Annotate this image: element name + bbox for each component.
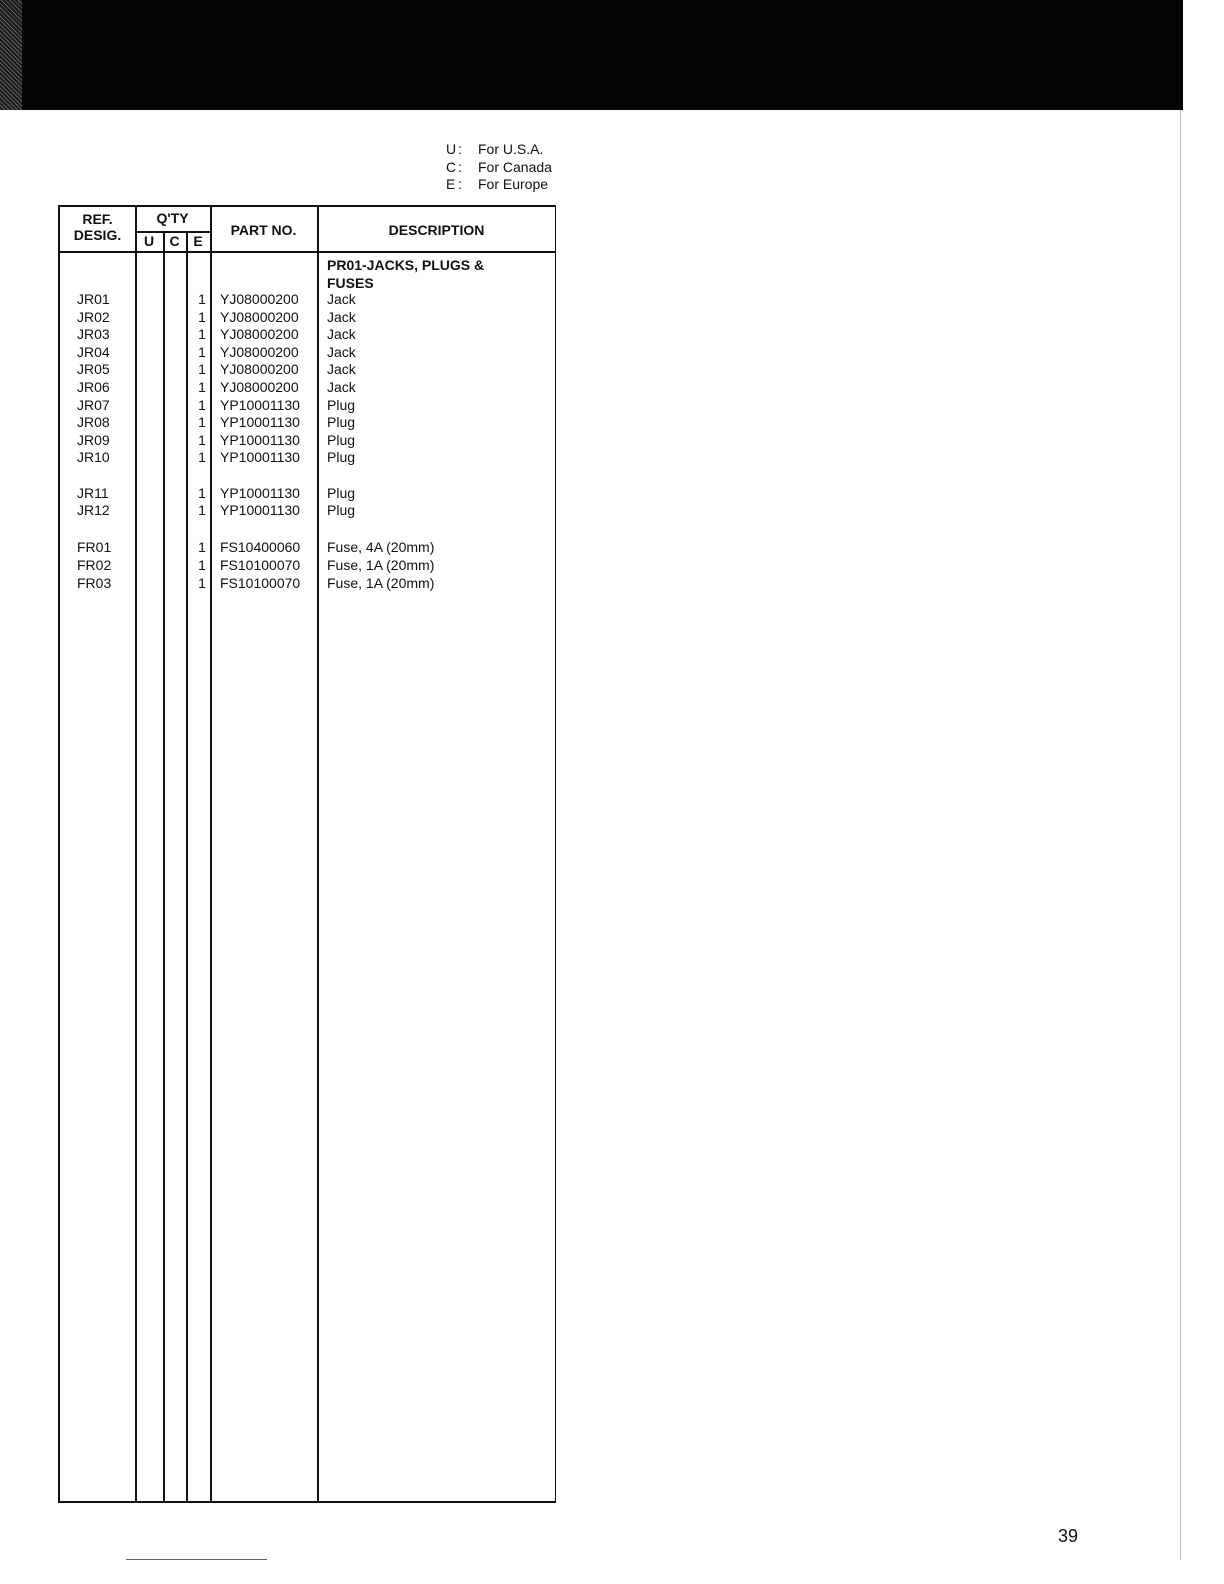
- table-row: [60, 432, 555, 450]
- qty-e: 1: [198, 449, 206, 466]
- ref-desig: FR02: [77, 557, 112, 573]
- legend-code: C: [446, 158, 457, 175]
- qty-e: 1: [198, 379, 206, 395]
- parts-list-table: [58, 205, 556, 1503]
- qty-e: 1: [198, 414, 206, 431]
- ref-desig: FR01: [77, 539, 112, 556]
- description: Plug: [327, 449, 356, 466]
- legend-colon: :: [458, 176, 462, 192]
- description-header: DESCRIPTION: [388, 222, 485, 238]
- qty-e: 1: [198, 539, 206, 556]
- bottom-rule: [126, 1559, 267, 1560]
- legend-colon: :: [458, 141, 462, 157]
- qty-e: 1: [198, 326, 206, 343]
- ref-desig: JR05: [77, 361, 110, 378]
- section-title-line: PR01-JACKS, PLUGS &: [327, 257, 485, 273]
- legend-row-u: [446, 141, 552, 159]
- page-edge-line: [1180, 110, 1181, 1560]
- part-number: YJ08000200: [220, 379, 299, 395]
- description: Jack: [327, 361, 356, 378]
- description: Jack: [327, 326, 356, 343]
- qty-e: 1: [198, 361, 206, 378]
- legend-label: For U.S.A.: [478, 141, 544, 157]
- description: Jack: [327, 379, 356, 395]
- legend-row-c: [446, 159, 552, 177]
- page-number: 39: [1058, 1526, 1079, 1546]
- table-row: [60, 291, 555, 309]
- table-row: [60, 344, 555, 362]
- ref-desig: JR07: [77, 396, 110, 413]
- top-black-band: [0, 0, 1183, 110]
- qty-e: 1: [198, 308, 206, 325]
- qty-e: 1: [198, 484, 206, 501]
- ref-desig: JR11: [77, 484, 109, 501]
- legend-label: For Canada: [478, 158, 552, 175]
- legend-row-e: [446, 176, 552, 194]
- part-number: YP10001130: [220, 396, 300, 413]
- description: Fuse, 1A (20mm): [327, 557, 435, 573]
- description: Jack: [327, 343, 356, 360]
- table-row: [60, 539, 555, 557]
- part-number: YP10001130: [220, 502, 300, 519]
- scan-noise: [0, 0, 22, 110]
- qty-u-header: U: [143, 233, 155, 249]
- ref-desig: JR01: [77, 291, 110, 307]
- table-row: [60, 361, 555, 379]
- ref-desig: JR02: [77, 308, 110, 325]
- desig-header-line: DESIG.: [73, 227, 122, 243]
- description: Jack: [327, 308, 356, 325]
- part-number: YJ08000200: [220, 308, 299, 325]
- description: Fuse, 1A (20mm): [327, 574, 435, 591]
- ref-desig: JR06: [77, 379, 110, 395]
- ref-desig: JR12: [77, 502, 110, 519]
- description: Plug: [327, 396, 356, 413]
- ref-header-line: REF.: [82, 211, 113, 227]
- table-row: [60, 449, 555, 467]
- qty-e: 1: [198, 502, 206, 519]
- qty-header: Q'TY: [156, 210, 189, 226]
- legend-code: U: [446, 141, 457, 157]
- description: Plug: [327, 502, 356, 519]
- ref-desig: FR03: [77, 574, 112, 591]
- description: Jack: [327, 291, 356, 307]
- table-row: [60, 326, 555, 344]
- table-row: [60, 502, 555, 520]
- part-number: YP10001130: [220, 414, 300, 431]
- qty-e: 1: [198, 396, 206, 413]
- part-number: YJ08000200: [220, 343, 299, 360]
- qty-e: 1: [198, 574, 206, 591]
- table-row: [60, 485, 555, 503]
- table-row: [60, 379, 555, 397]
- ref-desig: JR09: [77, 431, 110, 448]
- description: Plug: [327, 484, 356, 501]
- qty-c-header: C: [169, 233, 180, 249]
- section-title: [327, 257, 484, 292]
- qty-e: 1: [198, 431, 206, 448]
- ref-desig: JR08: [77, 414, 110, 431]
- qty-e: 1: [198, 291, 206, 307]
- description: Plug: [327, 431, 356, 448]
- part-no-header: PART NO.: [230, 222, 297, 238]
- table-row: [60, 557, 555, 575]
- part-number: FS10100070: [220, 574, 301, 591]
- qty-e: 1: [198, 343, 206, 360]
- part-number: YJ08000200: [220, 291, 299, 307]
- ref-desig: JR10: [77, 449, 110, 466]
- table-row: [60, 309, 555, 327]
- ref-desig: JR03: [77, 326, 110, 343]
- description: Fuse, 4A (20mm): [327, 539, 435, 556]
- qty-e: 1: [198, 557, 206, 573]
- part-number: YJ08000200: [220, 361, 299, 378]
- qty-e-header: E: [193, 233, 203, 249]
- legend-colon: :: [458, 158, 462, 175]
- table-row: [60, 414, 555, 432]
- table-row: [60, 397, 555, 415]
- legend-code: E: [446, 176, 456, 192]
- ref-desig-header: [60, 211, 135, 243]
- region-legend: [446, 141, 552, 194]
- part-number: YP10001130: [220, 431, 300, 448]
- part-number: FS10100070: [220, 557, 301, 573]
- legend-label: For Europe: [478, 176, 549, 192]
- description: Plug: [327, 414, 356, 431]
- ref-desig: JR04: [77, 343, 110, 360]
- table-row: [60, 575, 555, 593]
- part-number: YP10001130: [220, 449, 300, 466]
- part-number: YJ08000200: [220, 326, 299, 343]
- part-number: YP10001130: [220, 484, 300, 501]
- header-bottom-rule: [60, 251, 555, 253]
- part-number: FS10400060: [220, 539, 301, 556]
- section-title-line: FUSES: [327, 274, 374, 291]
